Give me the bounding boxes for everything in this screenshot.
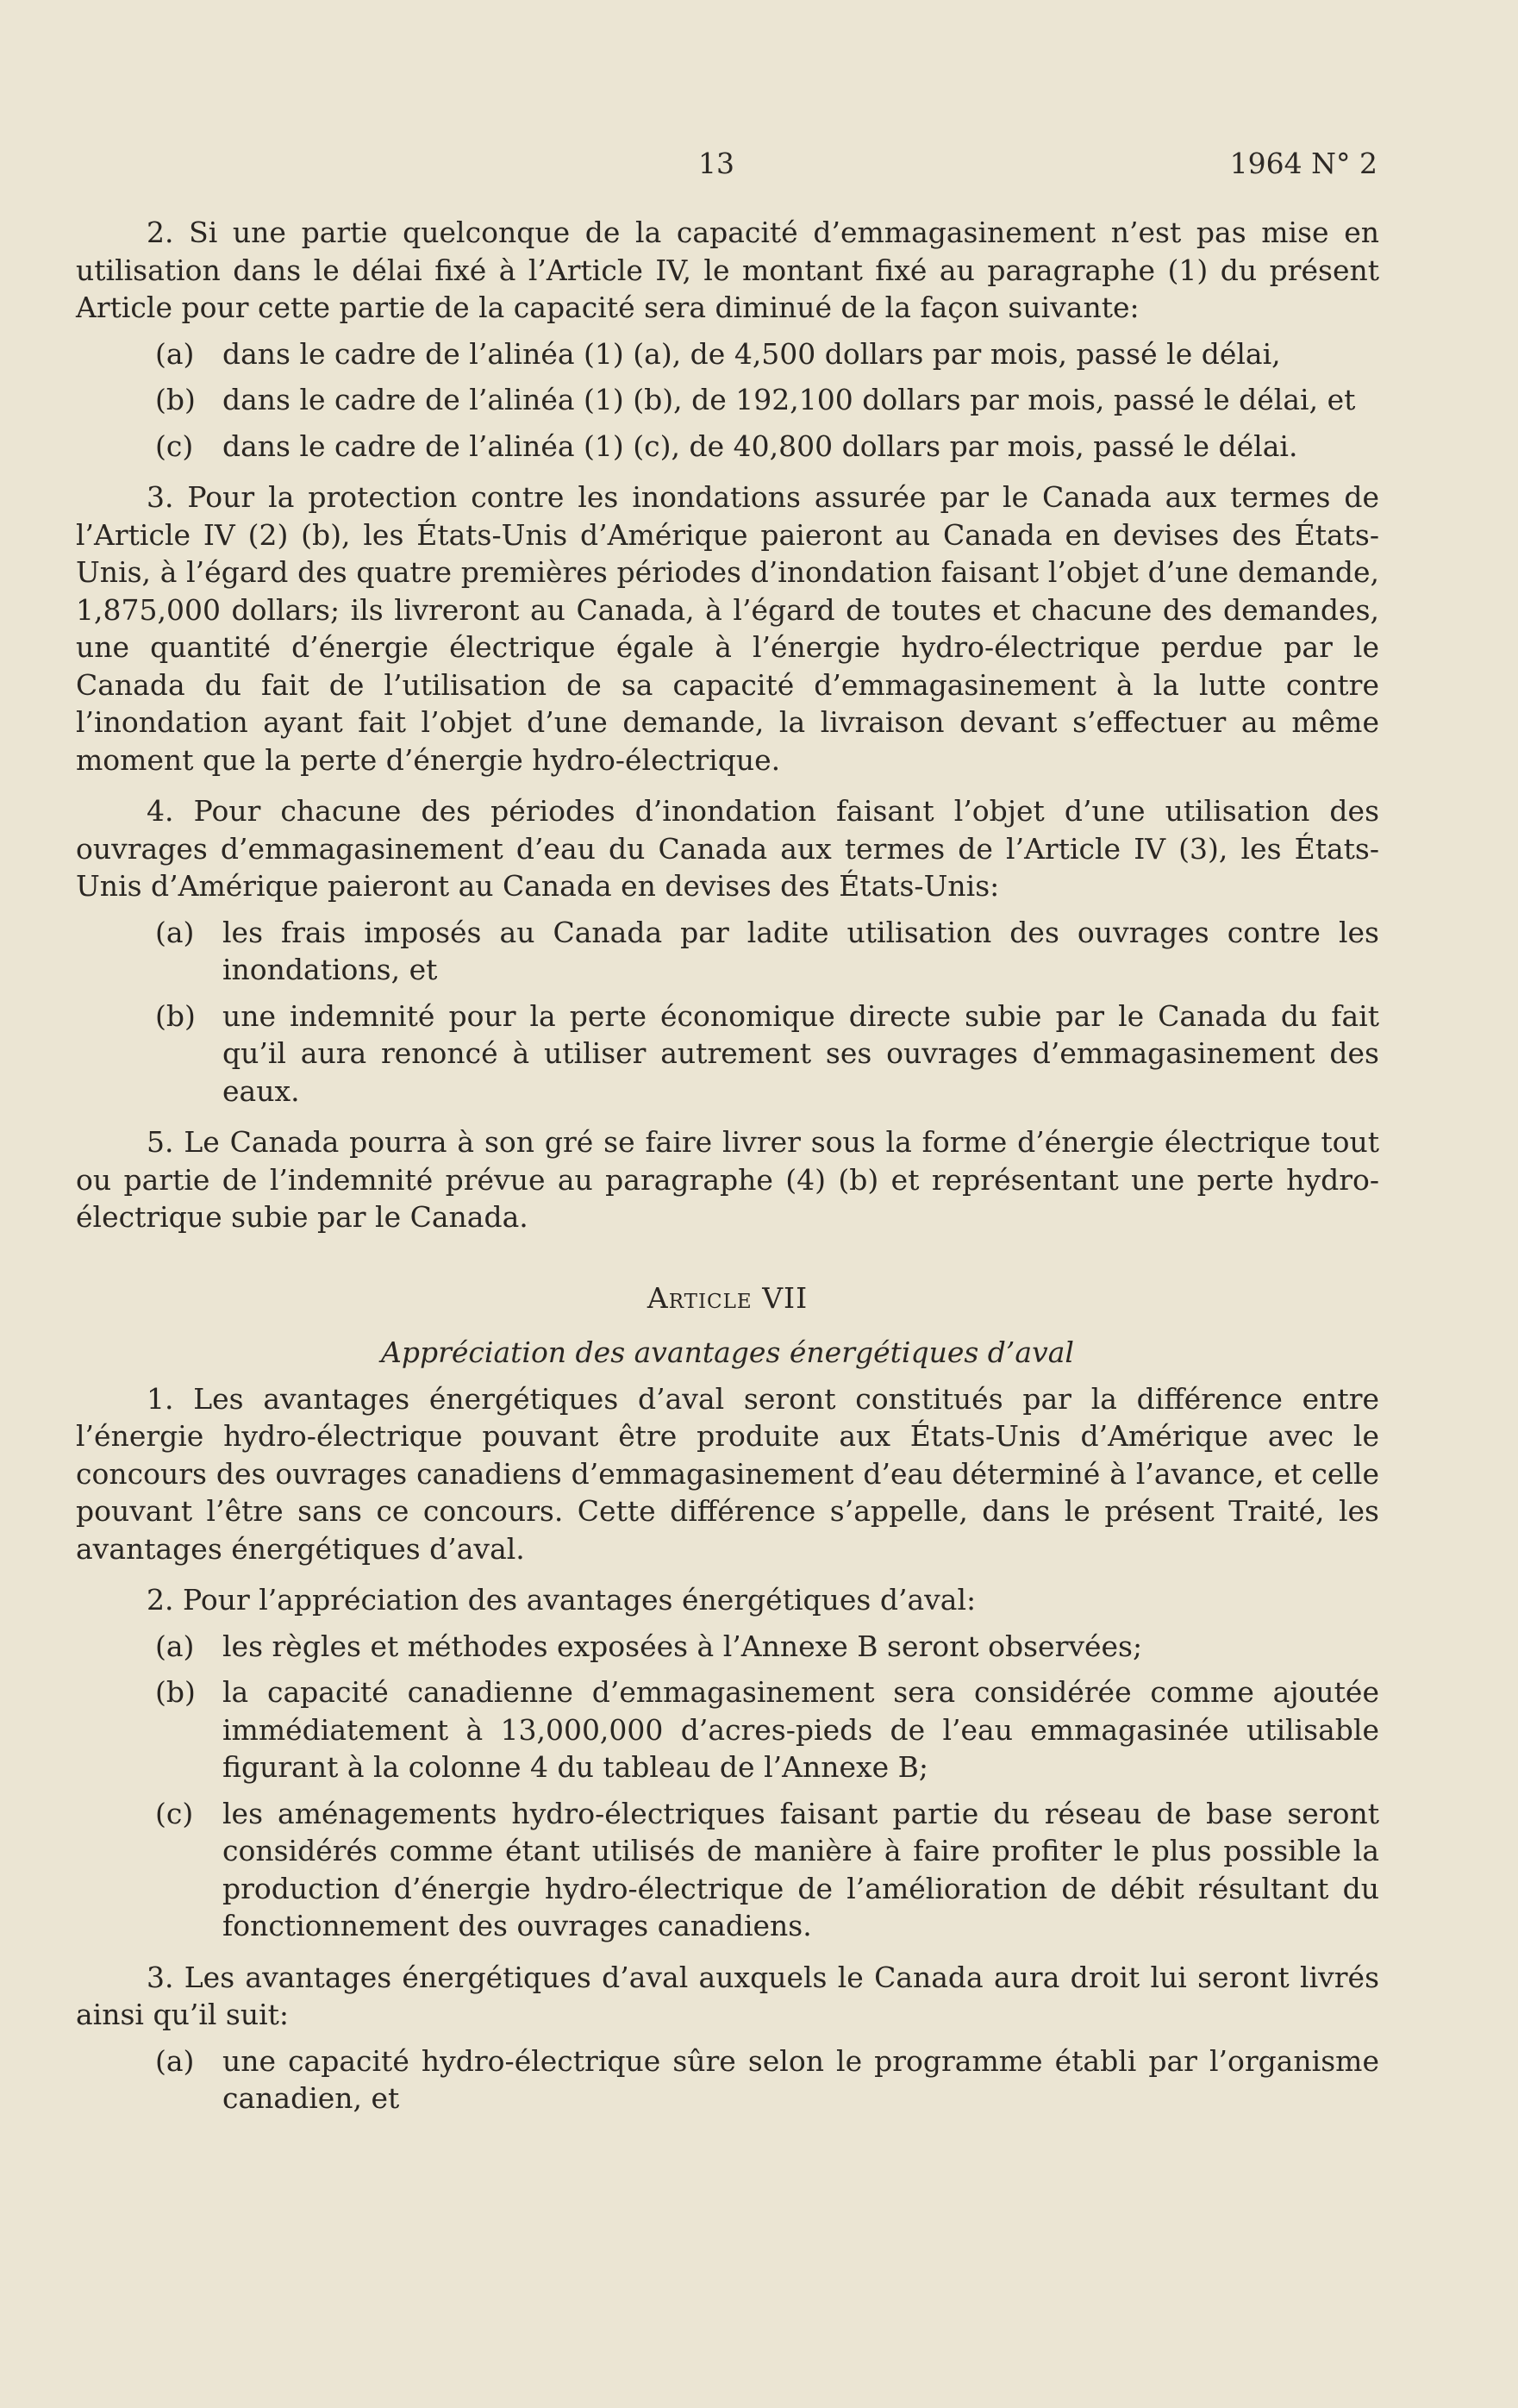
item-label: (a): [155, 1629, 195, 1663]
paragraph-4: 4. Pour chacune des périodes d’inondation faisant l’objet d’une utilisation des ouvrages d’emmagasinement d’eau du Canada aux termes de l’Article IV (3), les États-Unis d’Amérique paieront au Canada en devises des États-Unis:: [76, 794, 1379, 903]
item-text: la capacité canadienne d’emmagasinement sera considérée comme ajoutée immédiatement à 13,000,000 d’acres-pieds de l’eau emmagasinée utilisable figurant à la colonne 4 du tableau de l’Annexe B;: [222, 1675, 1379, 1784]
list-item-a: [76, 914, 1379, 989]
item-label: (c): [155, 428, 194, 463]
list-item-c: [76, 1795, 1379, 1945]
paragraph-3: 3. Pour la protection contre les inondations assurée par le Canada aux termes de l’Article IV (2) (b), les États-Unis d’Amérique paieront au Canada en devises des États-Unis, à l’égard des quatre premières périodes d’inondation faisant l’objet d’une demande, 1,875,000 dollars; ils livreront au Canada, à l’égard de toutes et chacune des demandes, une quantité d’énergie électrique égale à l’énergie hydro-électrique perdue par le Canada du fait de l’utilisation de sa capacité d’emmagasinement à la lutte contre l’inondation ayant fait l’objet d’une demande, la livraison devant s’effectuer au même moment que la perte d’énergie hydro-électrique.: [76, 480, 1379, 777]
item-text: une capacité hydro-électrique sûre selon le programme établi par l’organisme canadien, et: [222, 2043, 1379, 2115]
paragraph-2: 2. Si une partie quelconque de la capacité d’emmagasinement n’est pas mise en utilisation dans le délai fixé à l’Article IV, le montant fixé au paragraphe (1) du présent Article pour cette partie de la capacité sera diminué de la façon suivante:: [76, 216, 1379, 324]
page-header: [0, 147, 1518, 190]
item-label: (a): [155, 915, 195, 949]
list-item-c: [76, 428, 1379, 466]
item-label: (c): [155, 1796, 194, 1830]
list-item-a: [76, 1628, 1379, 1666]
item-text: dans le cadre de l’alinéa (1) (a), de 4,500 dollars par mois, passé le délai,: [222, 336, 1281, 371]
list-item-a: [76, 2042, 1379, 2117]
item-text: une indemnité pour la perte économique directe subie par le Canada du fait qu’il aura renoncé à utiliser autrement ses ouvrages d’emmagasinement des eaux.: [222, 998, 1379, 1108]
item-text: les aménagements hydro-électriques faisant partie du réseau de base seront considérés comme étant utilisés de manière à faire profiter le plus possible la production d’énergie hydro-électrique de l’amélioration de débit résultant du fonctionnement des ouvrages canadiens.: [222, 1796, 1379, 1942]
item-label: (b): [155, 1675, 196, 1709]
article-heading: Article VII: [647, 1280, 809, 1315]
document-body: [76, 214, 1379, 2117]
paragraph-5: 5. Le Canada pourra à son gré se faire livrer sous la forme d’énergie électrique tout ou partie de l’indemnité prévue au paragraphe (4) (b) et représentant une perte hydro-électrique subie par le Canada.: [76, 1125, 1379, 1234]
running-head: 1964 N° 2: [1229, 147, 1377, 180]
list-item-a: [76, 335, 1379, 373]
item-text: les règles et méthodes exposées à l’Annexe B seront observées;: [222, 1629, 1143, 1663]
paragraph-2b: 2. Pour l’appréciation des avantages énergétiques d’aval:: [147, 1583, 977, 1617]
item-label: (b): [155, 383, 196, 416]
list-item-b: [76, 1673, 1379, 1786]
item-label: (b): [155, 998, 196, 1033]
page-number: 13: [698, 147, 734, 180]
item-label: (a): [155, 2043, 195, 2078]
list-item-b: [76, 381, 1379, 419]
item-text: les frais imposés au Canada par ladite utilisation des ouvrages contre les inondations, et: [222, 915, 1379, 986]
list-item-b: [76, 998, 1379, 1110]
item-text: dans le cadre de l’alinéa (1) (c), de 40,800 dollars par mois, passé le délai.: [222, 428, 1298, 463]
paragraph-1: 1. Les avantages énergétiques d’aval seront constitués par la différence entre l’énergie hydro-électrique pouvant être produite aux États-Unis d’Amérique avec le concours des ouvrages canadiens d’emmagasinement d’eau déterminé à l’avance, et celle pouvant l’être sans ce concours. Cette différence s’appelle, dans le présent Traité, les avantages énergétiques d’aval.: [76, 1381, 1379, 1566]
item-text: dans le cadre de l’alinéa (1) (b), de 192,100 dollars par mois, passé le délai, et: [222, 383, 1356, 416]
item-label: (a): [155, 336, 195, 371]
article-subheading: Appréciation des avantages énergétiques d’aval: [381, 1335, 1074, 1369]
paragraph-3b: 3. Les avantages énergétiques d’aval auxquels le Canada aura droit lui seront livrés ainsi qu’il suit:: [76, 1960, 1379, 2031]
